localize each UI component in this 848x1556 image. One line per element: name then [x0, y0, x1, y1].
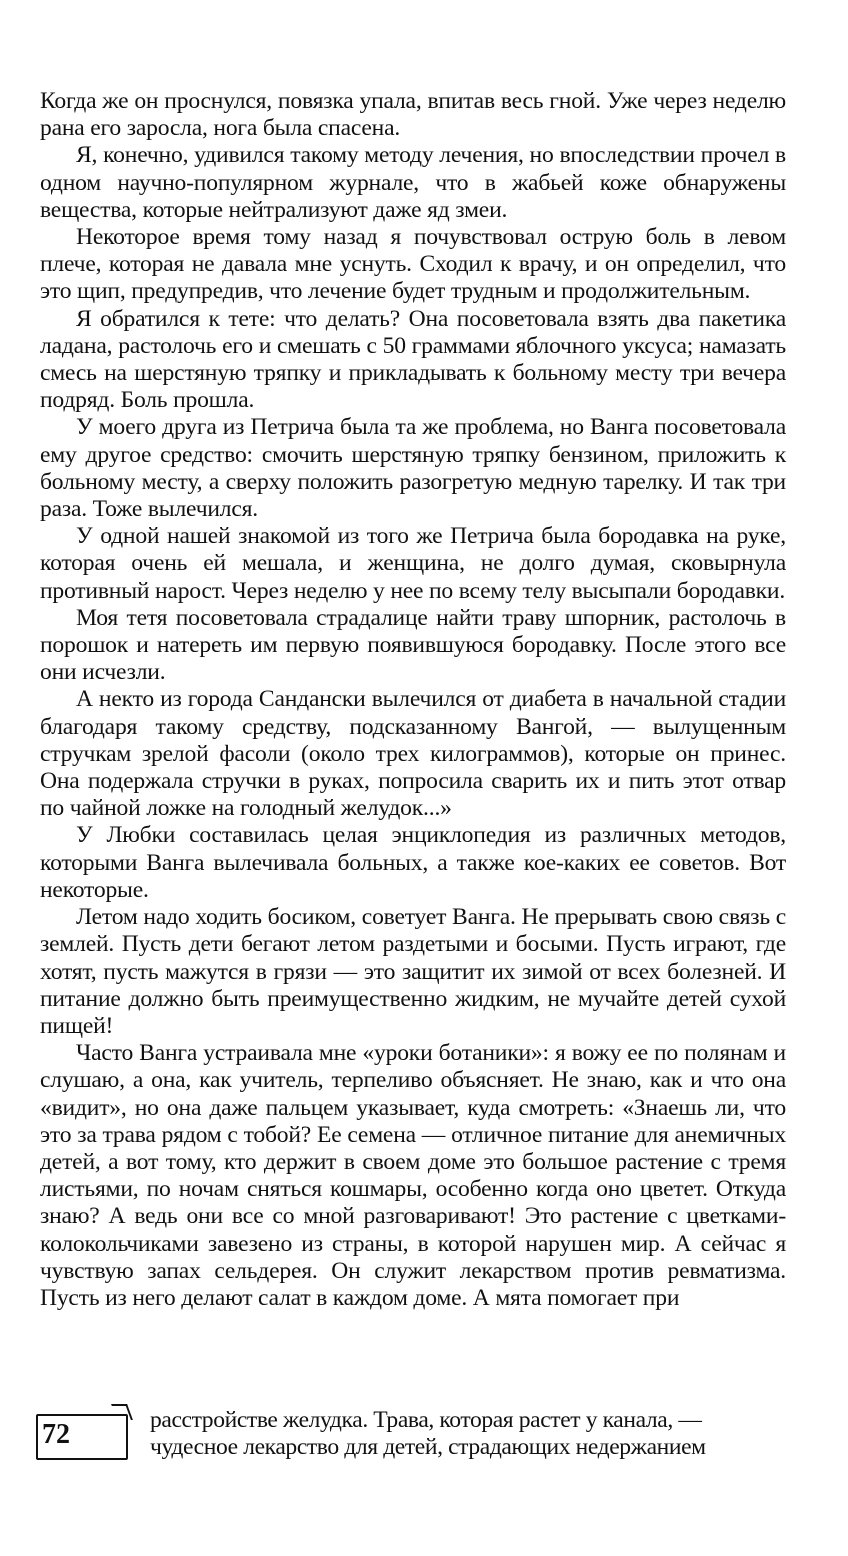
- page-body: [40, 88, 786, 1312]
- paragraph: Я, конечно, удивился такому методу лечения, но впоследствии прочел в одном научно-популярном журнале, что в жабьей коже обнаружены вещества, которые нейтрализуют даже яд змеи.: [40, 142, 786, 223]
- paragraph: А некто из города Сандански вылечился от диабета в начальной стадии благодаря такому средству, подсказанному Вангой, — вылущенным стручкам зрелой фасоли (около трех килограммов), которые он принес. Она подержала стручки в руках, попросила сварить их и пить этот отвар по чайной ложке на голодный желудок...»: [40, 686, 786, 822]
- paragraph: У моего друга из Петрича была та же проблема, но Ванга посоветовала ему другое средство: смочить шерстяную тряпку бензином, приложить к больному месту, а сверху положить разогретую медную тарелку. И так три раза. Тоже вылечился.: [40, 414, 786, 523]
- paragraph: Летом надо ходить босиком, советует Ванга. Не прерывать свою связь с землей. Пусть дети бегают летом раздетыми и босыми. Пусть играют, где хотят, пусть мажутся в грязи — это защитит их зимой от всех болезней. И питание должно быть преимущественно жидким, не мучайте детей сухой пищей!: [40, 904, 786, 1039]
- page-tail-lines: [150, 1407, 782, 1461]
- paragraph: У одной нашей знакомой из того же Петрича была бородавка на руке, которая очень ей мешала, и женщина, не долго думая, сковырнула противный нарост. Через неделю у нее по всему телу высыпали бородавки.: [40, 523, 786, 604]
- paragraph: У Любки составилась целая энциклопедия из различных методов, которыми Ванга вылечивала больных, а также кое-каких ее советов. Вот некоторые.: [40, 822, 786, 903]
- paragraph: Некоторое время тому назад я почувствовал острую боль в левом плече, которая не давала мне уснуть. Сходил к врачу, и он определил, что это щип, предупредив, что лечение будет трудным и продолжительным.: [40, 224, 786, 305]
- paragraph: Моя тетя посоветовала страдалице найти траву шпорник, растолочь в порошок и натереть им первую появившуюся бородавку. После этого все они исчезли.: [40, 604, 786, 686]
- paragraph: Я обратился к тете: что делать? Она посоветовала взять два пакетика ладана, растолочь его и смешать с 50 граммами яблочного уксуса; намазать смесь на шерстяную тряпку и прикладывать к больному месту три вечера подряд. Боль прошла.: [40, 305, 786, 414]
- paragraph: Когда же он проснулся, повязка упала, впитав весь гной. Уже через неделю рана его заросла, нога была спасена.: [40, 88, 786, 142]
- tail-line: расстройстве желудка. Трава, которая растет у канала, —: [150, 1407, 702, 1433]
- page-number: 72: [42, 1419, 70, 1450]
- tail-line: чудесное лекарство для детей, страдающих недержанием: [150, 1434, 706, 1461]
- paragraph: Часто Ванга устраивала мне «уроки ботаники»: я вожу ее по полянам и слушаю, а она, как учитель, терпеливо объясняет. Не знаю, как и что она «видит», но она даже пальцем указывает, куда смотреть: «Знаешь ли, что это за трава рядом с тобой? Ее семена — отличное питание для анемичных детей, а вот тому, кто держит в своем доме это большое растение с тремя листьями, по ночам сняться кошмары, особенно когда оно цветет. Откуда знаю? А ведь они все со мной разговаривают! Это растение с цветками-колокольчиками завезено из страны, в которой нарушен мир. А сейчас я чувствую запах сельдерея. Он служит лекарством против ревматизма. Пусть из него делают салат в каждом доме. А мята помогает при: [40, 1040, 786, 1311]
